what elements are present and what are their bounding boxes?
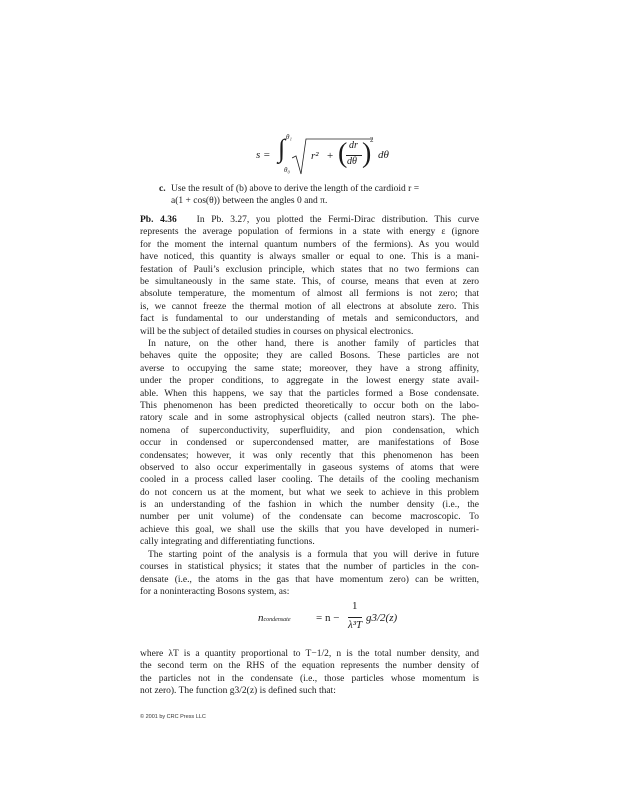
bosons-paragraph (140, 338, 479, 549)
text-line: the particles not in the condensate (i.e., those particles whose momentum is (140, 673, 479, 684)
integral-upper-limit: θ₁ (286, 133, 292, 141)
fraction-bar (348, 617, 362, 618)
exponent: 2 (370, 136, 374, 144)
text-line: behaves quite the opposite; they are called Bosons. These particles are not (140, 351, 479, 362)
text-line: is, we cannot freeze the thermal motion of all electrons at absolute zero. This (140, 301, 479, 312)
text-line: will be the subject of detailed studies in courses on physical electronics. (140, 326, 414, 337)
item-line: Use the result of (b) above to derive the length of the cardioid r = (171, 184, 420, 194)
item-line: a(1 + cos(θ)) between the angles 0 and π. (171, 196, 328, 207)
fraction-denominator: λ³T (348, 619, 363, 631)
text-line: This phenomenon has been predicted theoretically to occur both on the labo- (140, 400, 479, 411)
equals-n-minus: = n − (316, 612, 340, 624)
text-line: achieve this goal, we shall use the skills that you have developed in numeri- (140, 524, 479, 535)
deriv-denominator: dθ (347, 156, 357, 167)
text-line: averse to occupying the same state; moreover, they have a strong affinity, (140, 363, 479, 374)
text-line: densate (i.e., the atoms in the gas that have momentum zero) can be written, (140, 574, 479, 585)
text-line: for a noninteracting Bosons system, as: (140, 587, 290, 598)
arc-length-equation (256, 133, 389, 180)
problem-label: Pb. 4.36 (140, 215, 177, 225)
dtheta: dθ (378, 149, 389, 161)
left-paren: ( (338, 138, 348, 169)
text-line: cally integrating and differentiating functions. (140, 537, 315, 548)
fraction-numerator: 1 (352, 600, 358, 612)
text-line: observed to also occur experimentally in gaseous systems of atoms that were (140, 462, 479, 473)
item-label: c. (159, 184, 166, 194)
text-line: able. When this happens, we say that the particles formed a Bose condensate. (140, 388, 479, 399)
integral-sign: ∫ (278, 134, 286, 163)
text-line: The starting point of the analysis is a formula that you will derive in future (148, 550, 479, 560)
condensate-equation (258, 600, 398, 640)
text-line: courses in statistical physics; it states that the number of particles in the con- (140, 562, 479, 573)
deriv-numerator: dr (349, 140, 358, 151)
text-line: festation of Pauli’s exclusion principle, which states that no two fermions can (140, 264, 479, 275)
text-line: where λT is a quantity proportional to T−1/2, n is the total number density, and (140, 649, 479, 659)
text-line: absolute temperature, the momentum of almost all fermions is not zero; that (140, 289, 479, 300)
text-line: In nature, on the other hand, there is another family of particles that (148, 339, 479, 349)
problem-paragraph (140, 214, 479, 338)
text-line: under the proper conditions, to aggregate in the lowest energy state avail- (140, 376, 479, 387)
text-line: nomena of superconductivity, superfluidity, and pion condensation, which (140, 425, 479, 436)
g-function: g3/2(z) (366, 612, 398, 624)
n-condensate (258, 612, 291, 624)
text-line: do not concern us at the moment, but what we seek to achieve in this problem (140, 487, 479, 498)
text-line: for the moment the internal quantum numbers of the fermions). As you would (140, 239, 479, 250)
eq-lhs: s = (256, 149, 271, 161)
text-line: cooled in a process called laser cooling. The details of the cooling mechanism (140, 475, 479, 486)
text-line: have noticed, this quantity is always smaller or equal to one. This is a mani- (140, 252, 479, 263)
integral-lower-limit: θ₀ (284, 166, 290, 174)
item-text (171, 183, 477, 208)
where-paragraph (140, 648, 479, 698)
text-line: be simultaneously in the same state. This, of course, means that even at zero (140, 276, 479, 287)
text-line: is an understanding of the fashion in which the number density (i.e., the (140, 500, 479, 511)
text-line: the second term on the RHS of the equation represents the number density of (140, 661, 479, 672)
text-line: not zero). The function g3/2(z) is defined such that: (140, 686, 336, 697)
text-line: fact is fundamental to our understanding of metals and semiconductors, and (140, 314, 479, 325)
text-line: number per unit volume) of the condensate can become macroscopic. To (140, 512, 479, 523)
starting-point-paragraph (140, 549, 479, 599)
text-line: ratory scale and in some astrophysical objects (called neutron stars). The phe- (140, 413, 479, 424)
text-line: occur in condensed or supercondensed matter, are manifestations of Bose (140, 438, 479, 449)
text-line (140, 214, 479, 226)
text-line: condensates; however, it was only recently that this phenomenon has been (140, 450, 479, 461)
plus-sign: + (327, 150, 334, 162)
text-line: represents the average population of fermions in a state with energy ε (ignore (140, 227, 479, 238)
n-symbol: n (258, 612, 264, 624)
right-paren: ) (362, 138, 372, 169)
condensate-subscript: condensate (263, 617, 291, 623)
r-squared: r² (311, 150, 319, 162)
copyright-footer: © 2001 by CRC Press LLC (140, 714, 206, 720)
text-line-content: In Pb. 3.27, you plotted the Fermi-Dirac distribution. This curve (196, 215, 479, 225)
